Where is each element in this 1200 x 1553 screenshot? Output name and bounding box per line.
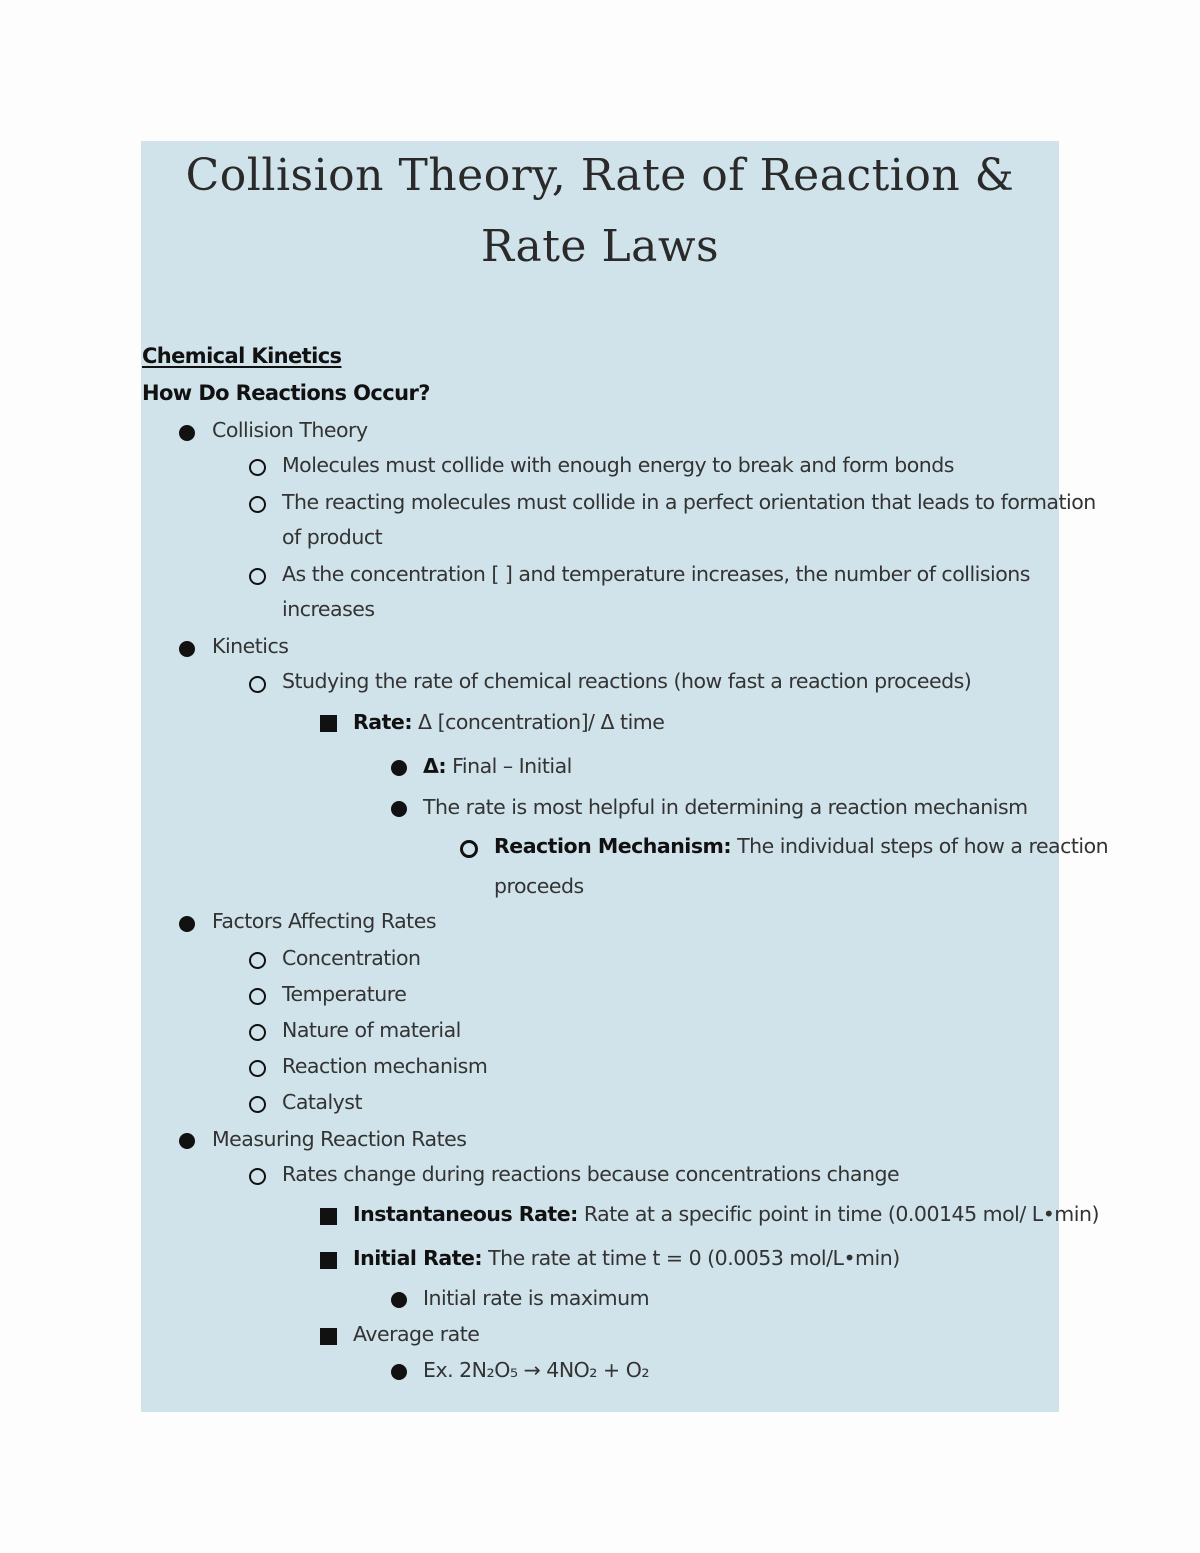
list-item: Temperature [282, 982, 407, 1006]
bullet-circle-icon [249, 1060, 266, 1077]
list-item-continuation: proceeds [494, 874, 584, 898]
list-item-continuation: increases [282, 597, 375, 621]
definition-rate: Δ [concentration]/ Δ time [412, 710, 665, 734]
list-item: Molecules must collide with enough energy to break and form bonds [282, 453, 954, 477]
bullet-disc-icon [391, 1292, 407, 1308]
bullet-disc-icon [391, 760, 407, 776]
bullet-circle-icon [249, 1168, 266, 1185]
term-rate: Rate: [353, 710, 413, 734]
bullet-disc-icon [391, 1364, 407, 1380]
bullet-circle-icon [460, 840, 478, 858]
list-item: Rates change during reactions because concentrations change [282, 1162, 900, 1186]
bullet-square-icon [320, 1252, 337, 1269]
title-line-1: Collision Theory, Rate of Reaction & [185, 150, 1015, 201]
list-item: Studying the rate of chemical reactions (how fast a reaction proceeds) [282, 669, 972, 693]
list-item-factors: Factors Affecting Rates [212, 909, 436, 933]
bullet-circle-icon [249, 952, 266, 969]
bullet-circle-icon [249, 568, 266, 585]
term-initial-rate: Initial Rate: [353, 1246, 483, 1270]
list-item: Initial rate is maximum [423, 1286, 650, 1310]
definition-initial-rate: The rate at time t = 0 (0.0053 mol/L•min) [482, 1246, 900, 1270]
bullet-circle-icon [249, 988, 266, 1005]
list-item-kinetics: Kinetics [212, 634, 289, 658]
definition-instantaneous-rate: Rate at a specific point in time (0.00145 mol/ L•min) [577, 1202, 1099, 1226]
bullet-disc-icon [179, 916, 195, 932]
list-item-instantaneous-rate [353, 1202, 1099, 1226]
list-item-continuation: of product [282, 525, 383, 549]
bullet-circle-icon [249, 676, 266, 693]
list-item-delta [423, 754, 572, 778]
bullet-disc-icon [179, 425, 195, 441]
title-line-2: Rate Laws [480, 221, 720, 272]
bullet-circle-icon [249, 459, 266, 476]
bullet-disc-icon [179, 641, 195, 657]
list-item: Catalyst [282, 1090, 363, 1114]
heading-chemical-kinetics: Chemical Kinetics [142, 344, 342, 368]
list-item: Reaction mechanism [282, 1054, 488, 1078]
list-item: Nature of material [282, 1018, 461, 1042]
list-item: As the concentration [ ] and temperature increases, the number of collisions [282, 562, 1030, 586]
bullet-circle-icon [249, 496, 266, 513]
list-item-initial-rate [353, 1246, 900, 1270]
list-item-mechanism [494, 834, 1108, 858]
list-item-rate [353, 710, 664, 734]
bullet-square-icon [320, 1208, 337, 1225]
bullet-square-icon [320, 715, 337, 732]
bullet-circle-icon [249, 1024, 266, 1041]
heading-how-do-reactions: How Do Reactions Occur? [142, 381, 430, 405]
bullet-disc-icon [391, 801, 407, 817]
definition-delta: Final – Initial [446, 754, 572, 778]
bullet-disc-icon [179, 1133, 195, 1149]
page-title [141, 140, 1059, 282]
term-delta: Δ: [423, 754, 447, 778]
bullet-circle-icon [249, 1096, 266, 1113]
list-item: The reacting molecules must collide in a perfect orientation that leads to formation [282, 490, 1096, 514]
list-item: Concentration [282, 946, 421, 970]
list-item-collision-theory: Collision Theory [212, 418, 368, 442]
list-item-measuring: Measuring Reaction Rates [212, 1127, 467, 1151]
list-item: The rate is most helpful in determining a reaction mechanism [423, 795, 1028, 819]
term-instantaneous-rate: Instantaneous Rate: [353, 1202, 578, 1226]
list-item-example: Ex. 2N₂O₅ → 4NO₂ + O₂ [423, 1358, 650, 1382]
list-item-average-rate: Average rate [353, 1322, 480, 1346]
term-reaction-mechanism: Reaction Mechanism: [494, 834, 732, 858]
bullet-square-icon [320, 1328, 337, 1345]
definition-reaction-mechanism: The individual steps of how a reaction [731, 834, 1109, 858]
